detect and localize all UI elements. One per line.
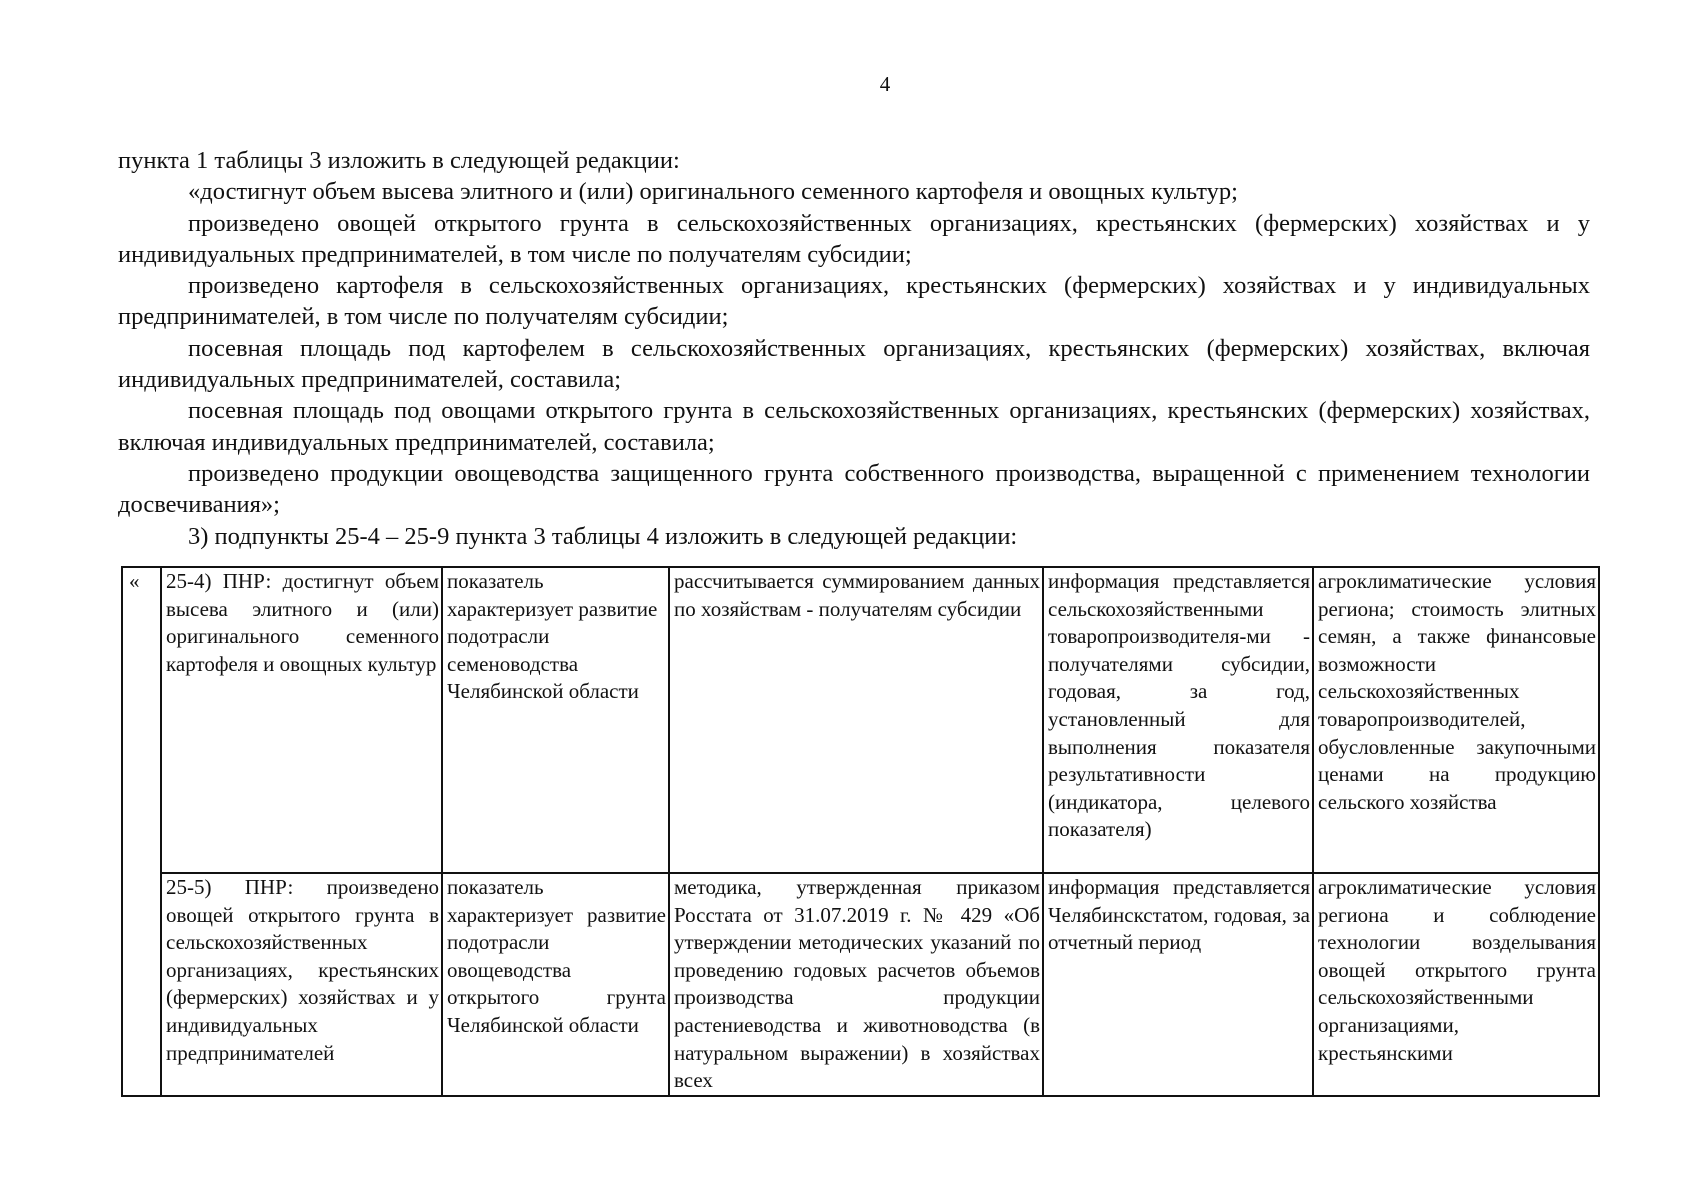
paragraph: пункта 1 таблицы 3 изложить в следующей редакции: bbox=[118, 147, 680, 174]
indicator-cell: 25-5) ПНР: произведено овощей открытого грунта в сельскохозяйственных организациях, крестьянских (фермерских) хозяйствах и у индивидуальных предпринимателей bbox=[161, 873, 442, 1096]
paragraph: 3) подпункты 25-4 – 25-9 пункта 3 таблицы 4 изложить в следующей редакции: bbox=[188, 522, 1018, 550]
paragraph: произведено овощей открытого грунта в сельскохозяйственных организациях, крестьянских (фермерских) хозяйствах и у индивидуальных предпринимателей, в том числе по получателям субсидии; bbox=[118, 209, 1590, 268]
characteristic-cell: показатель характеризует развитие подотрасли овощеводства открытого грунта Челябинской области bbox=[442, 873, 669, 1096]
source-cell: информация представляется Челябинскстатом, годовая, за отчетный период bbox=[1043, 873, 1313, 1096]
method-cell: методика, утвержденная приказом Росстата от 31.07.2019 г. № 429 «Об утверждении методических указаний по проведению годовых расчетов объемов производства продукции растениеводства и животноводства (в натуральном выражении) в хозяйствах всех bbox=[669, 873, 1043, 1096]
paragraph: произведено продукции овощеводства защищенного грунта собственного производства, выращенной с применением технологии досвечивания»; bbox=[118, 459, 1590, 519]
indicator-cell: 25-4) ПНР: достигнут объем высева элитного и (или) оригинального семенного картофеля и овощных культур bbox=[161, 567, 442, 873]
paragraph: посевная площадь под овощами открытого грунта в сельскохозяйственных организациях, крестьянских (фермерских) хозяйствах, включая индивидуальных предпринимателей, составила; bbox=[118, 397, 1590, 456]
factors-cell: агроклиматические условия региона; стоимость элитных семян, а также финансовые возможности сельскохозяйственных товаропроизводителей, обусловленные закупочными ценами на продукцию сельского хозяйства bbox=[1313, 567, 1599, 873]
method-cell: рассчитывается суммированием данных по хозяйствам - получателям субсидии bbox=[669, 567, 1043, 873]
paragraph: посевная площадь под картофелем в сельскохозяйственных организациях, крестьянских (фермерских) хозяйствах, включая индивидуальных предпринимателей, составила; bbox=[118, 334, 1590, 394]
characteristic-cell: показатель характеризует развитие подотрасли семеноводства Челябинской области bbox=[442, 567, 669, 873]
document-body bbox=[118, 145, 1590, 552]
paragraph: «достигнут объем высева элитного и (или) оригинального семенного картофеля и овощных культур; bbox=[188, 178, 1238, 206]
table-row bbox=[122, 873, 1599, 1096]
table-row bbox=[122, 567, 1599, 873]
paragraph: произведено картофеля в сельскохозяйственных организациях, крестьянских (фермерских) хозяйствах и у индивидуальных предпринимателей, в том числе по получателям субсидии; bbox=[118, 272, 1590, 331]
opening-quote-cell: « bbox=[122, 567, 161, 1096]
indicators-table bbox=[121, 566, 1600, 1097]
factors-cell: агроклиматические условия региона и соблюдение технологии возделывания овощей открытого грунта сельскохозяйственными организациями, крестьянскими bbox=[1313, 873, 1599, 1096]
source-cell: информация представляется сельскохозяйственными товаропроизводителя-ми - получателями субсидии, годовая, за год, установленный для выполнения показателя результативности (индикатора, целевого показателя) bbox=[1043, 567, 1313, 873]
page-number: 4 bbox=[879, 72, 891, 96]
